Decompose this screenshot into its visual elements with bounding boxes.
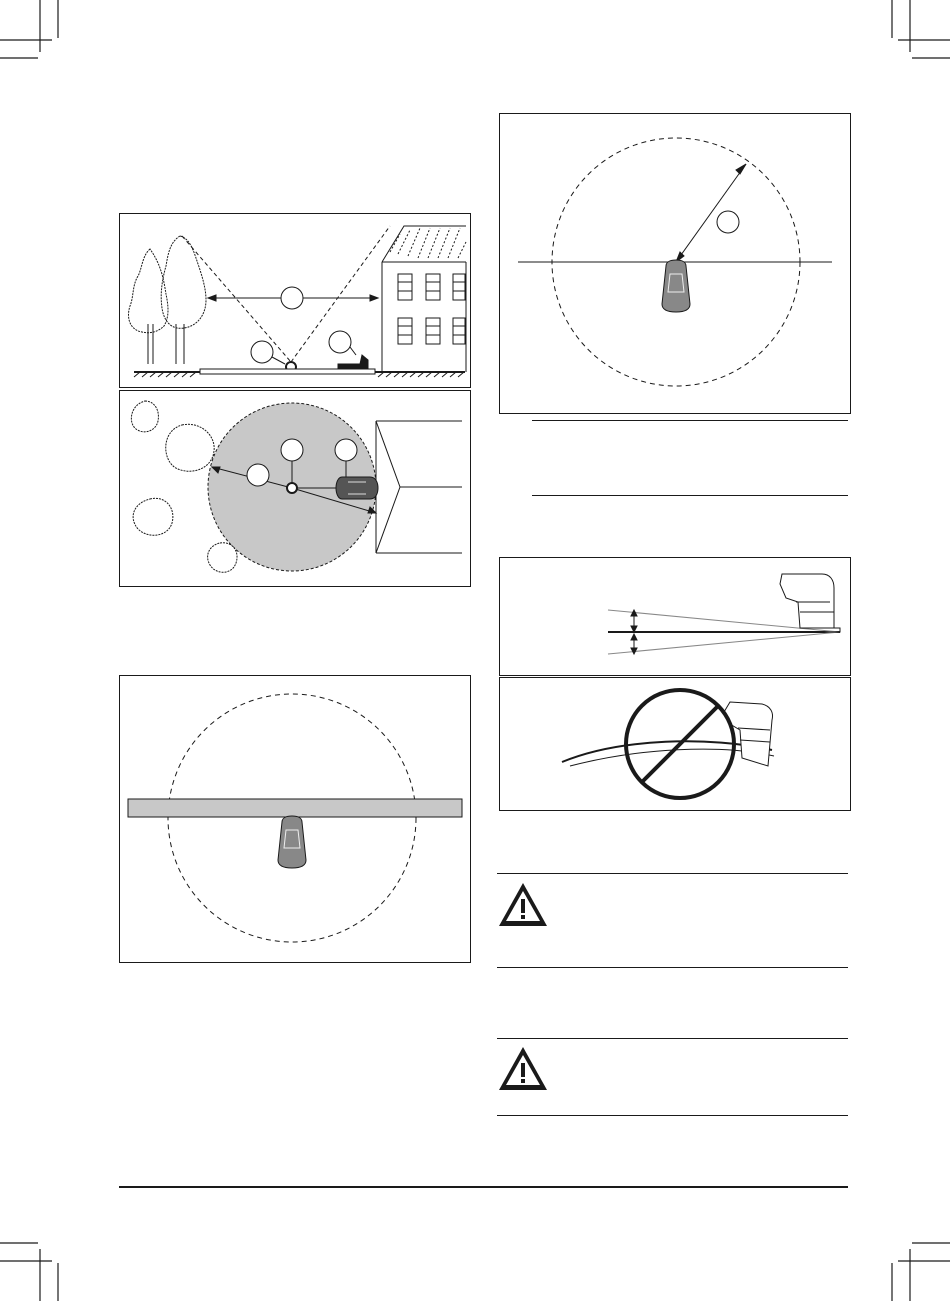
- garden-side-view-figure: [119, 213, 471, 388]
- slope-not-ok-figure: [499, 677, 851, 811]
- note-box-bottom-rule: [532, 495, 848, 496]
- warning-2-bottom-rule: [497, 1115, 848, 1116]
- warning-2-top-rule: [497, 1038, 848, 1039]
- warning-triangle-icon: [497, 880, 549, 930]
- warning-1-top-rule: [497, 873, 848, 874]
- footer-rule: [119, 1186, 848, 1188]
- note-box-top-rule: [532, 420, 848, 421]
- garden-top-view-figure: [119, 390, 471, 587]
- mower-range-circle-bottom-figure: [119, 675, 471, 963]
- warning-triangle-icon: [497, 1044, 549, 1094]
- slope-ok-figure: [499, 557, 851, 676]
- mower-range-circle-top-figure: [499, 113, 851, 414]
- warning-1-bottom-rule: [497, 967, 848, 968]
